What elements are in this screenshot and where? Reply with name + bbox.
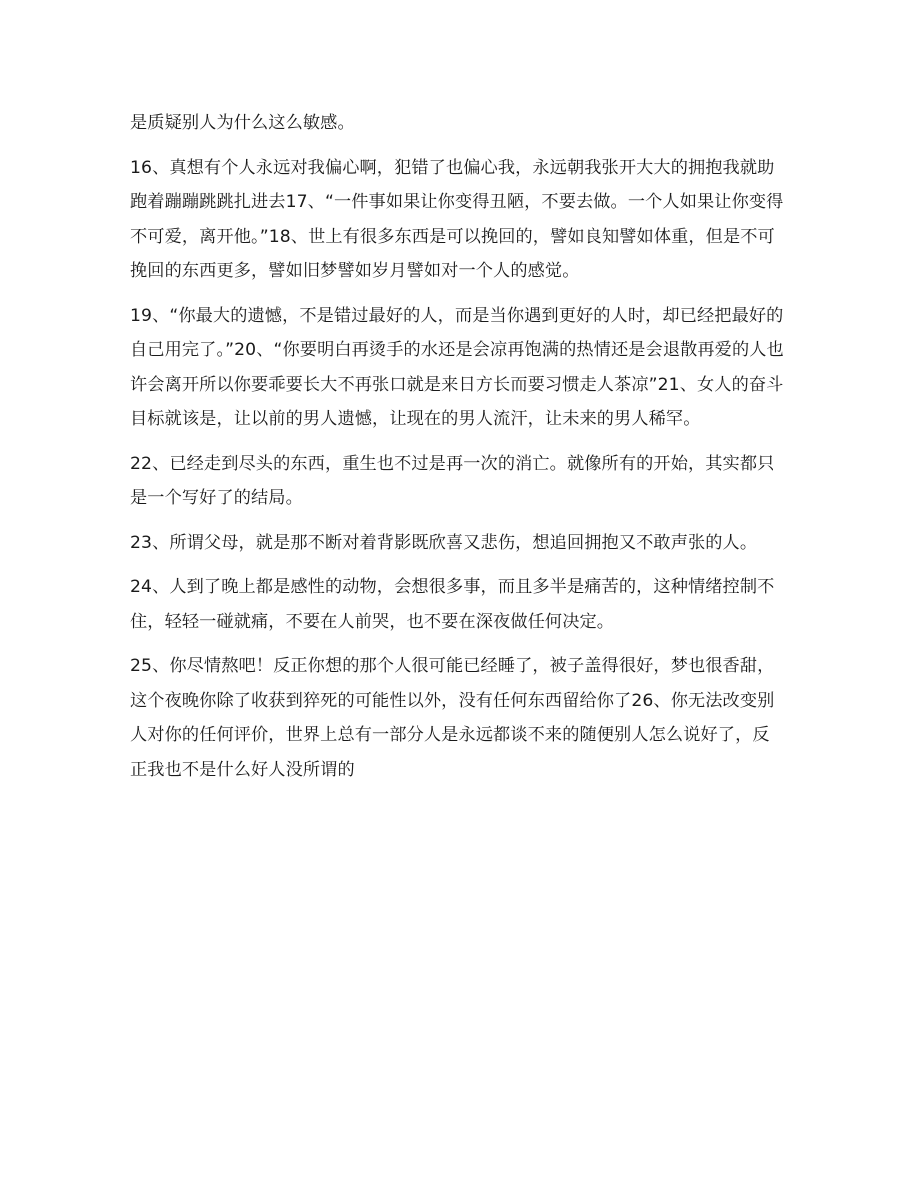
document-body [130,106,785,797]
paragraph-24: 24、人到了晚上都是感性的动物，会想很多事，而且多半是痛苦的，这种情绪控制不住，轻轻一碰就痛，不要在人前哭，也不要在深夜做任何决定。 [130,577,775,632]
paragraph-continuation: 是质疑别人为什么这么敏感。 [130,113,355,133]
paragraph-16-18: 16、真想有个人永远对我偏心啊，犯错了也偏心我，永远朝我张开大大的拥抱我就助跑着蹦蹦跳跳扎进去17、“一件事如果让你变得丑陋，不要去做。一个人如果让你变得不可爱，离开他。”18、世上有很多东西是可以挽回的，譬如良知譬如体重，但是不可挽回的东西更多，譬如旧梦譬如岁月譬如对一个人的感觉。 [130,157,784,281]
paragraph-19-21: 19、“你最大的遗憾，不是错过最好的人，而是当你遇到更好的人时，却已经把最好的自己用完了。”20、“你要明白再烫手的水还是会凉再饱满的热情还是会退散再爱的人也许会离开所以你要乖要长大不再张口就是来日方长而要习惯走人茶凉”21、女人的奋斗目标就该是，让以前的男人遗憾，让现在的男人流汗，让未来的男人稀罕。 [130,305,784,429]
paragraph-25-26: 25、你尽情熬吧！反正你想的那个人很可能已经睡了，被子盖得很好，梦也很香甜，这个夜晚你除了收获到猝死的可能性以外，没有任何东西留给你了26、你无法改变别人对你的任何评价，世界上总有一部分人是永远都谈不来的随便别人怎么说好了，反正我也不是什么好人没所谓的 [130,656,775,780]
paragraph-23: 23、所谓父母，就是那不断对着背影既欣喜又悲伤，想追回拥抱又不敢声张的人。 [130,532,758,553]
paragraph-22: 22、已经走到尽头的东西，重生也不过是再一次的消亡。就像所有的开始，其实都只是一个写好了的结局。 [130,453,775,508]
